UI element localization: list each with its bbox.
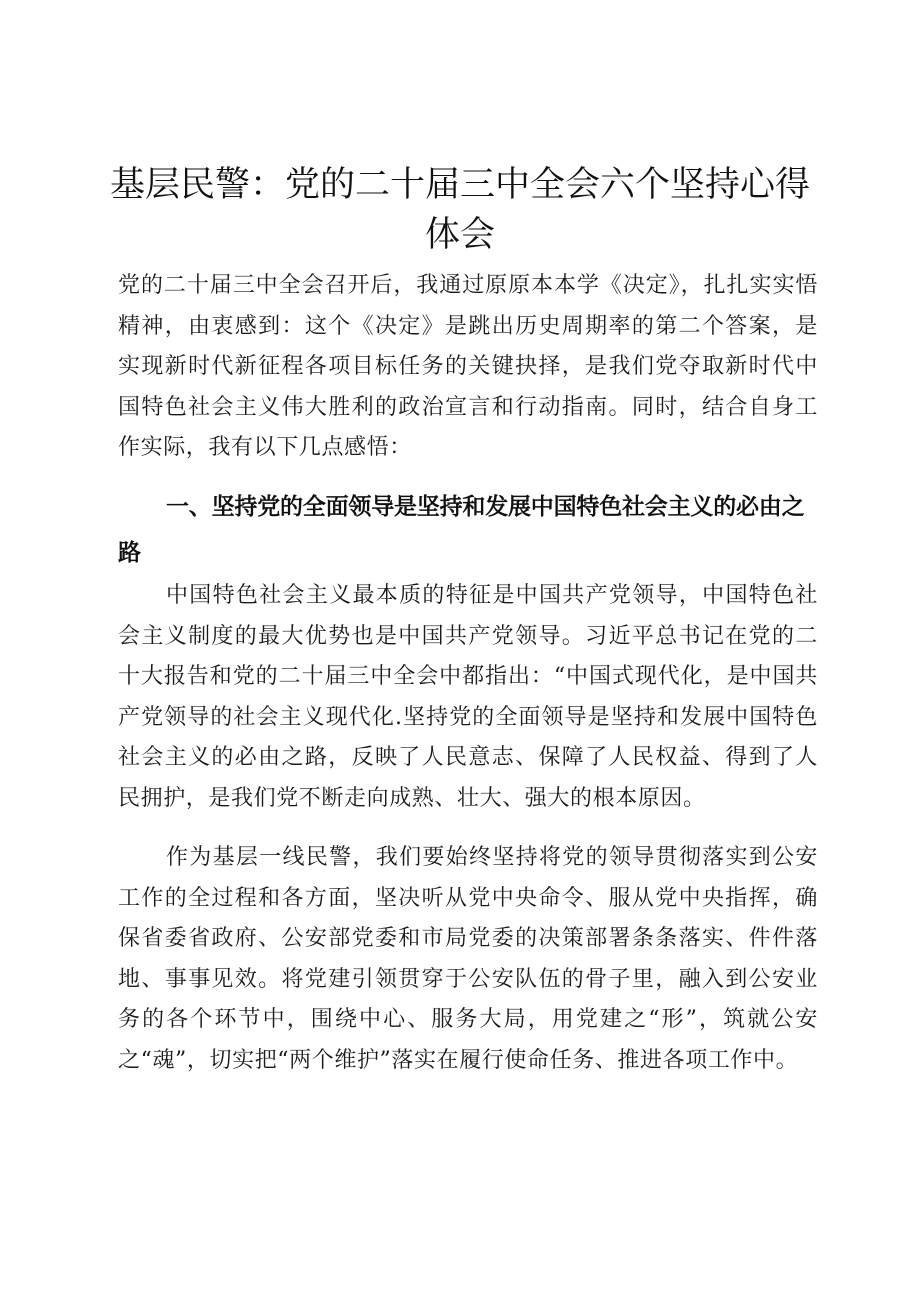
body-paragraph-1: 中国特色社会主义最本质的特征是中国共产党领导，中国特色社会主义制度的最大优势也是中国共产党领导。习近平总书记在党的二十大报告和党的二十届三中全会中都指出：“中国式现代化，是中国共产党领导的社会主义现代化.坚持党的全面领导是坚持和发展中国特色社会主义的必由之路，反映了人民意志、保障了人民权益、得到了人民拥护，是我们党不断走向成熟、壮大、强大的根本原因。 <box>118 583 818 811</box>
body-paragraph-2: 作为基层一线民警，我们要始终坚持将党的领导贯彻落实到公安工作的全过程和各方面，坚决听从党中央命令、服从党中央指挥，确保省委省政府、公安部党委和市局党委的决策部署条条落实、件件落地、事事见效。将党建引领贯穿于公安队伍的骨子里，融入到公安业务的各个环节中，围绕中心、服务大局，用党建之“形”，筑就公安之“魂”，切实把“两个维护”落实在履行使命任务、推进各项工作中。 <box>118 845 818 1073</box>
section-heading: 一、坚持党的全面领导是坚持和发展中国特色社会主义的必由之路 <box>118 494 805 566</box>
document-title: 基层民警：党的二十届三中全会六个坚持心得体会 <box>110 165 811 255</box>
intro-paragraph: 党的二十届三中全会召开后，我通过原原本本学《决定》，扎扎实实悟精神，由衷感到：这个《决定》是跳出历史周期率的第二个答案，是实现新时代新征程各项目标任务的关键抉择，是我们党夺取新时代中国特色社会主义伟大胜利的政治宣言和行动指南。同时，结合自身工作实际，我有以下几点感悟： <box>118 273 818 460</box>
